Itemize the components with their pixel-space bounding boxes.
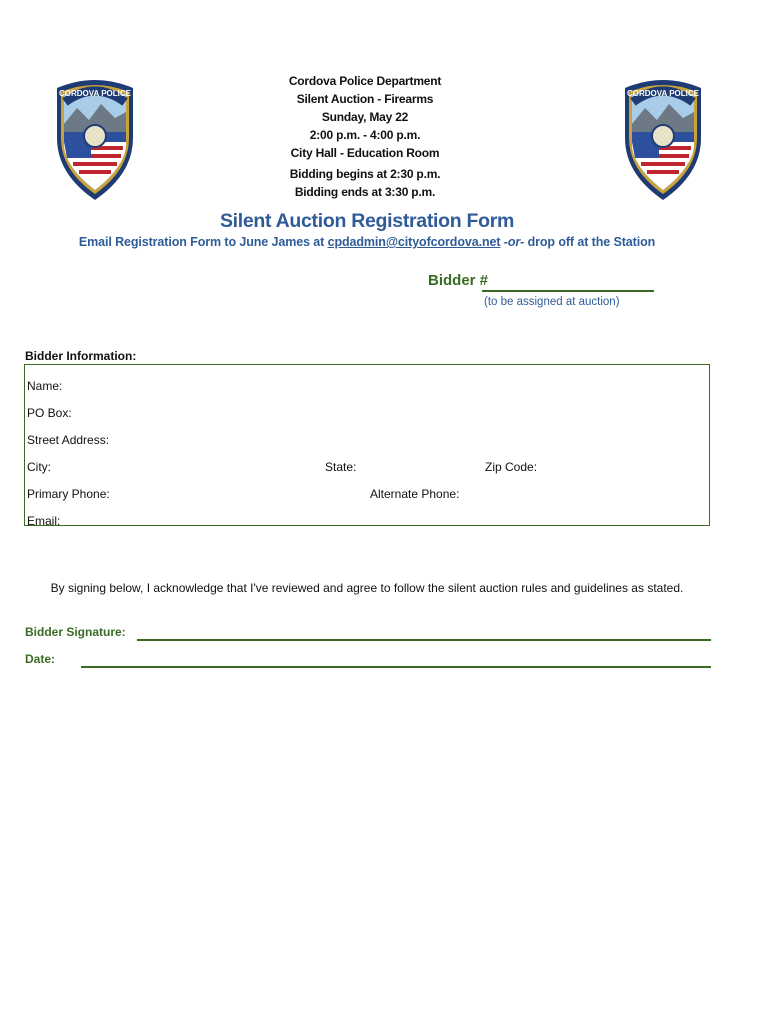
email-link[interactable]: cpdadmin@cityofcordova.net bbox=[327, 235, 501, 249]
primary-phone-label: Primary Phone: bbox=[27, 487, 110, 501]
name-label: Name: bbox=[27, 379, 63, 393]
badge-text: CORDOVA POLICE bbox=[58, 89, 132, 98]
bidder-number-note: (to be assigned at auction) bbox=[484, 296, 620, 308]
date-label: Date: bbox=[25, 652, 56, 666]
email-label: Email: bbox=[27, 514, 61, 528]
bidder-info-heading: Bidder Information: bbox=[25, 349, 137, 363]
phone-row[interactable] bbox=[25, 478, 709, 505]
state-label: State: bbox=[325, 460, 357, 474]
event-date: Sunday, May 22 bbox=[321, 110, 409, 124]
event-department: Cordova Police Department bbox=[288, 74, 442, 88]
street-address-row[interactable] bbox=[25, 424, 709, 451]
city-label: City: bbox=[27, 460, 51, 474]
subtitle-prefix: Email Registration Form to June James at bbox=[78, 235, 328, 249]
form-subtitle bbox=[0, 235, 734, 249]
bidding-start: Bidding begins at 2:30 p.m. bbox=[289, 167, 441, 181]
acknowledgement-text: By signing below, I acknowledge that I've reviewed and agree to follow the silent auction rules and guidelines as stated. bbox=[50, 581, 684, 595]
po-box-label: PO Box: bbox=[27, 406, 72, 420]
police-badge-right bbox=[619, 74, 707, 202]
alternate-phone-label: Alternate Phone: bbox=[370, 487, 460, 501]
subtitle-or: -or- bbox=[503, 235, 525, 249]
bidding-end: Bidding ends at 3:30 p.m. bbox=[294, 185, 436, 199]
subtitle-suffix: drop off at the Station bbox=[527, 235, 656, 249]
city-state-zip-row[interactable] bbox=[25, 451, 709, 478]
name-row[interactable] bbox=[25, 370, 709, 397]
bidder-signature-field[interactable] bbox=[137, 639, 711, 641]
event-name: Silent Auction - Firearms bbox=[296, 92, 434, 106]
event-time: 2:00 p.m. - 4:00 p.m. bbox=[309, 128, 421, 142]
event-location: City Hall - Education Room bbox=[290, 146, 440, 160]
badge-text: CORDOVA POLICE bbox=[626, 89, 700, 98]
bidder-signature-label: Bidder Signature: bbox=[25, 625, 126, 639]
po-box-row[interactable] bbox=[25, 397, 709, 424]
email-row[interactable] bbox=[25, 505, 709, 532]
bidder-info-box bbox=[24, 364, 710, 526]
police-badge-left bbox=[51, 74, 139, 202]
event-details bbox=[215, 72, 515, 201]
bidder-number-field[interactable] bbox=[482, 290, 654, 292]
street-address-label: Street Address: bbox=[27, 433, 110, 447]
form-title: Silent Auction Registration Form bbox=[219, 210, 515, 232]
bidder-number-label: Bidder # bbox=[428, 272, 489, 289]
date-field[interactable] bbox=[81, 666, 711, 668]
zip-code-label: Zip Code: bbox=[485, 460, 538, 474]
